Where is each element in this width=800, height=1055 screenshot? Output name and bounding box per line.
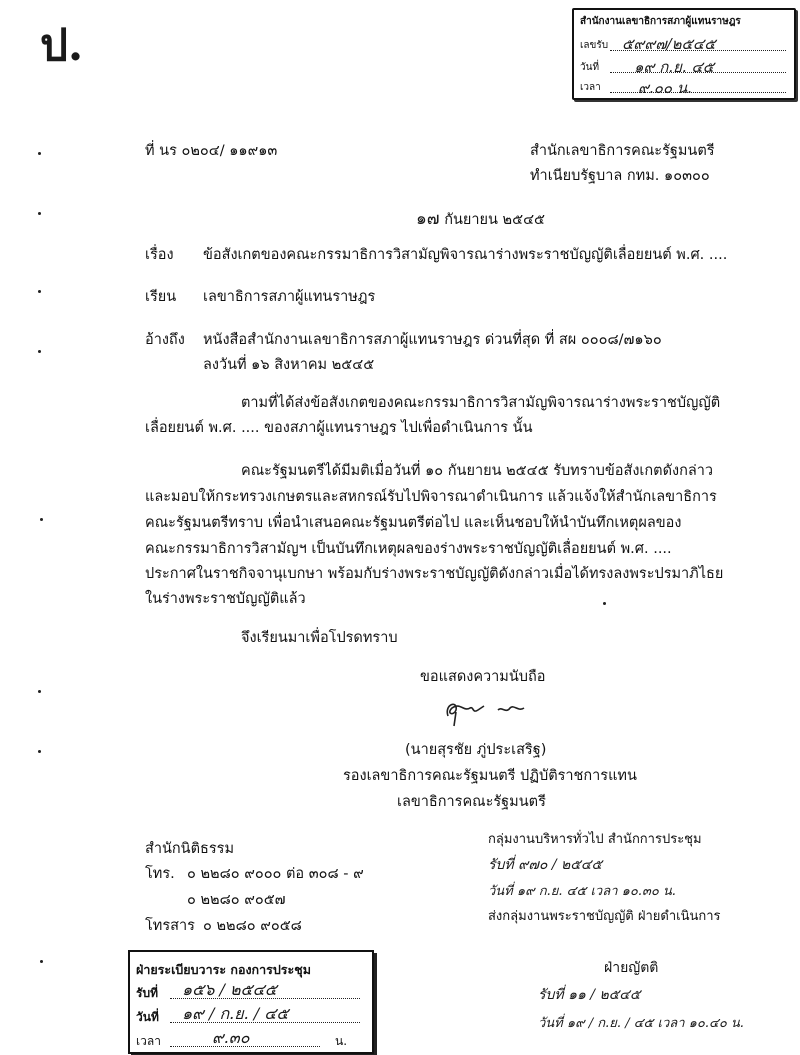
stamp-bl-date-value: ๑๙ / ก.ย. / ๔๕ (182, 1004, 289, 1023)
stamp-receipt-value: ๕๙๙๗/๒๕๔๕ (622, 35, 716, 53)
recipient-text: เลขาธิการสภาผู้แทนราษฎร (203, 289, 376, 305)
stamp-br-sent: ส่งกลุ่มงานพระราชบัญญัติ ฝ่ายดำเนินการ (488, 909, 721, 924)
contact-fax: ๐ ๒๒๘๐ ๙๐๕๘ (203, 918, 302, 934)
paragraph-1-line-2: เลื่อยยนต์ พ.ศ. .... ของสภาผู้แทนราษฎร ไปเพื่อดำเนินการ นั้น (145, 420, 533, 436)
contact-fax-label: โทรสาร (145, 918, 195, 934)
recipient-label: เรียน (145, 289, 177, 305)
stamp-date-label: วันที่ (580, 62, 600, 73)
reference-number: ที่ นร ๐๒๐๔/ ๑๑๙๑๓ (145, 143, 278, 159)
stamp-bl-time-label: เวลา (136, 1034, 161, 1048)
office-name: สำนักเลขาธิการคณะรัฐมนตรี (530, 143, 715, 159)
signature (440, 694, 550, 730)
stamp-bl-title: ฝ่ายระเบียบวาระ กองการประชุม (136, 962, 311, 977)
paragraph-2-line-5: ประกาศในราชกิจจานุเบกษา พร้อมกับร่างพระราชบัญญัติดังกล่าวเมื่อได้ทรงลงพระปรมาภิไธย (145, 566, 724, 582)
paragraph-2-line-3: คณะรัฐมนตรีทราบ เพื่อนำเสนอคณะรัฐมนตรีต่อไป และเห็นชอบให้นำบันทึกเหตุผลของ (145, 515, 682, 531)
contact-unit: สำนักนิติธรรม (145, 841, 234, 857)
reference-line-1: หนังสือสำนักงานเลขาธิการสภาผู้แทนราษฎร ด่วนที่สุด ที่ สผ ๐๐๐๘/๗๑๖๐ (203, 332, 662, 348)
paragraph-1-line-1: ตามที่ได้ส่งข้อสังเกตของคณะกรรมาธิการวิสามัญพิจารณาร่างพระราชบัญญัติ (241, 395, 721, 411)
corner-mark: ป. (40, 20, 84, 71)
signer-name: (นายสุรชัย ภู่ประเสริฐ) (405, 742, 547, 758)
reference-line-2: ลงวันที่ ๑๖ สิงหาคม ๒๕๔๕ (203, 357, 375, 373)
paragraph-2-line-1: คณะรัฐมนตรีได้มีมติเมื่อวันที่ ๑๐ กันยายน ๒๕๔๕ รับทราบข้อสังเกตดังกล่าว (241, 463, 714, 479)
stamp-title: สำนักงานเลขาธิการสภาผู้แทนราษฎร (580, 16, 741, 27)
stamp-date-value: ๑๙ ก.ย. ๔๕ (634, 58, 715, 76)
reference-label: อ้างถึง (145, 332, 185, 348)
stamp-time-label: เวลา (580, 82, 601, 93)
letter-date (416, 205, 545, 232)
stamp-br-receipt: รับที่ ๙๗๐ / ๒๕๔๕ (488, 857, 603, 873)
signer-title-1: รองเลขาธิการคณะรัฐมนตรี ปฏิบัติราชการแทน (343, 768, 637, 784)
stamp-bl-receipt-label: รับที่ (136, 986, 158, 1000)
closing-line: จึงเรียนมาเพื่อโปรดทราบ (241, 630, 398, 646)
receipt-stamp-bottom-left (128, 950, 374, 1054)
regards-line: ขอแสดงความนับถือ (420, 669, 546, 685)
letter-date-month-year: กันยายน ๒๕๔๕ (444, 212, 546, 228)
letter-date-day: ๑๗ (416, 209, 440, 229)
paragraph-2-line-4: คณะกรรมาธิการวิสามัญฯ เป็นบันทึกเหตุผลของร่างพระราชบัญญัติเลื่อยยนต์ พ.ศ. .... (145, 541, 672, 557)
stamp-receipt-label: เลขรับ (580, 40, 609, 51)
stamp-br-receipt-2: รับที่ ๑๑ / ๒๕๔๕ (538, 987, 641, 1003)
contact-tel-label: โทร. (145, 866, 175, 882)
stamp-bl-time-suffix: น. (335, 1034, 348, 1048)
stamp-bl-date-label: วันที่ (136, 1010, 159, 1024)
stamp-bl-receipt-value: ๑๕๖ / ๒๕๔๕ (182, 980, 277, 999)
office-address: ทำเนียบรัฐบาล กทม. ๑๐๓๐๐ (530, 168, 710, 184)
signer-title-2: เลขาธิการคณะรัฐมนตรี (397, 794, 546, 810)
subject-text: ข้อสังเกตของคณะกรรมาธิการวิสามัญพิจารณาร่างพระราชบัญญัติเลื่อยยนต์ พ.ศ. .... (203, 247, 728, 263)
stamp-time-value: ๙.๐๐ น. (638, 79, 692, 97)
contact-tel-2: ๐ ๒๒๘๐ ๙๐๕๗ (187, 892, 286, 908)
stamp-br-title: กลุ่มงานบริหารทั่วไป สำนักการประชุม (488, 832, 702, 847)
stamp-br-date-2: วันที่ ๑๙ / ก.ย. / ๔๕ เวลา ๑๐.๔๐ น. (538, 1016, 744, 1031)
subject-label: เรื่อง (145, 247, 174, 263)
paragraph-2-line-2: และมอบให้กระทรวงเกษตรและสหกรณ์รับไปพิจารณาดำเนินการ แล้วแจ้งให้สำนักเลขาธิการ (145, 489, 717, 505)
stamp-bl-time-value: ๙.๓๐ (212, 1028, 250, 1047)
contact-tel-1: ๐ ๒๒๘๐ ๙๐๐๐ ต่อ ๓๐๘ - ๙ (187, 866, 364, 882)
stamp-br-section: ฝ่ายญัตติ (604, 960, 659, 976)
receipt-stamp-top (572, 8, 796, 100)
paragraph-2-line-6: ในร่างพระราชบัญญัติแล้ว (145, 591, 306, 607)
stamp-br-date: วันที่ ๑๙ ก.ย. ๔๕ เวลา ๑๐.๓๐ น. (488, 884, 676, 899)
